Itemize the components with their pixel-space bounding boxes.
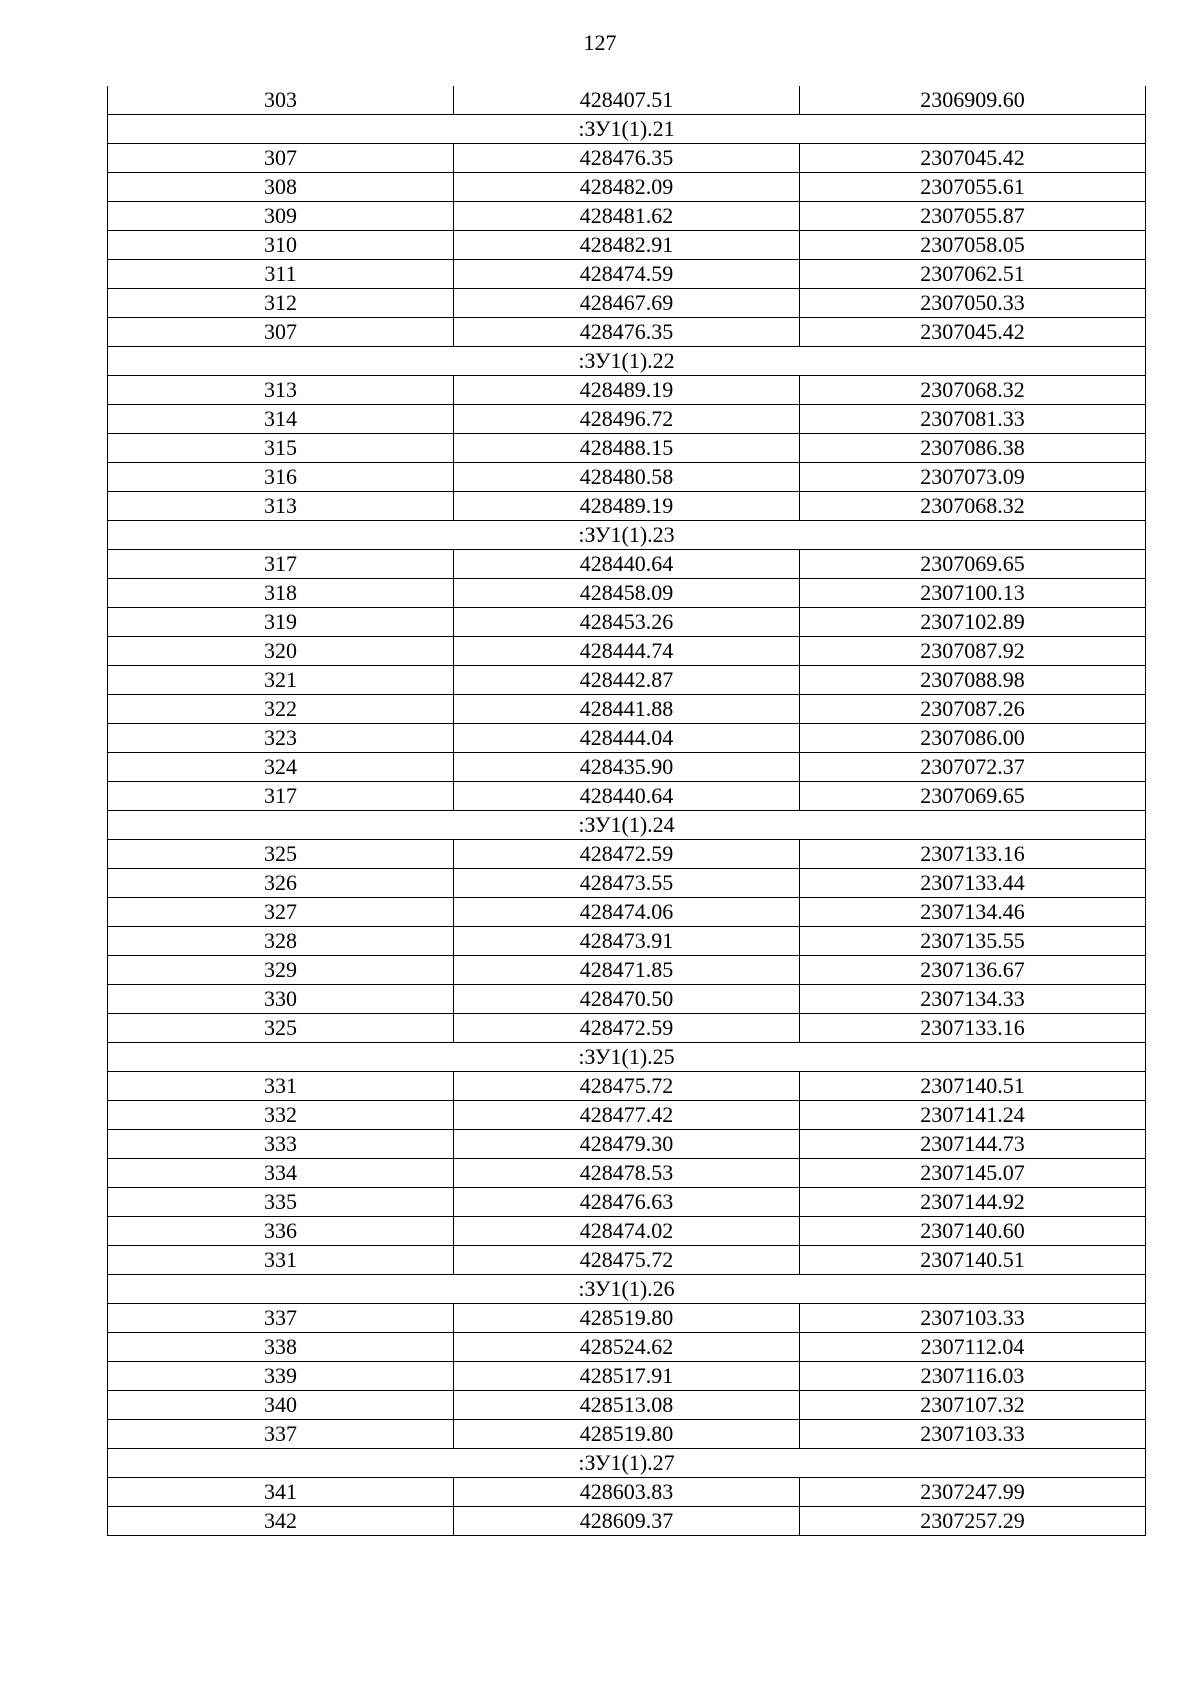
y-coordinate-cell: 2307073.09 (800, 463, 1146, 492)
x-coordinate-cell: 428496.72 (454, 405, 800, 434)
page-number: 127 (583, 30, 617, 55)
point-number-cell: 325 (108, 1014, 454, 1043)
x-coordinate-cell: 428467.69 (454, 289, 800, 318)
point-number-cell: 303 (108, 86, 454, 115)
y-coordinate-cell: 2307072.37 (800, 753, 1146, 782)
point-number-cell: 307 (108, 318, 454, 347)
point-number-cell: 316 (108, 463, 454, 492)
table-row (108, 666, 1146, 695)
group-header-row (108, 1043, 1146, 1072)
y-coordinate-cell: 2307140.51 (800, 1246, 1146, 1275)
table-row (108, 1304, 1146, 1333)
x-coordinate-cell: 428513.08 (454, 1391, 800, 1420)
point-number-cell: 332 (108, 1101, 454, 1130)
group-header-row (108, 811, 1146, 840)
point-number-cell: 335 (108, 1188, 454, 1217)
y-coordinate-cell: 2307045.42 (800, 144, 1146, 173)
point-number-cell: 331 (108, 1072, 454, 1101)
x-coordinate-cell: 428519.80 (454, 1420, 800, 1449)
point-number-cell: 328 (108, 927, 454, 956)
y-coordinate-cell: 2307133.44 (800, 869, 1146, 898)
y-coordinate-cell: 2307068.32 (800, 492, 1146, 521)
y-coordinate-cell: 2307086.00 (800, 724, 1146, 753)
y-coordinate-cell: 2307103.33 (800, 1420, 1146, 1449)
group-header-row (108, 347, 1146, 376)
y-coordinate-cell: 2307133.16 (800, 1014, 1146, 1043)
table-row (108, 840, 1146, 869)
x-coordinate-cell: 428482.91 (454, 231, 800, 260)
point-number-cell: 313 (108, 492, 454, 521)
x-coordinate-cell: 428444.04 (454, 724, 800, 753)
y-coordinate-cell: 2307145.07 (800, 1159, 1146, 1188)
point-number-cell: 324 (108, 753, 454, 782)
table-row (108, 405, 1146, 434)
table-row (108, 1101, 1146, 1130)
point-number-cell: 311 (108, 260, 454, 289)
table-row (108, 492, 1146, 521)
group-label-cell: :ЗУ1(1).23 (108, 521, 1146, 550)
y-coordinate-cell: 2307069.65 (800, 550, 1146, 579)
point-number-cell: 339 (108, 1362, 454, 1391)
point-number-cell: 322 (108, 695, 454, 724)
table-row (108, 1507, 1146, 1536)
y-coordinate-cell: 2307140.51 (800, 1072, 1146, 1101)
point-number-cell: 337 (108, 1420, 454, 1449)
x-coordinate-cell: 428470.50 (454, 985, 800, 1014)
table-row (108, 86, 1146, 115)
y-coordinate-cell: 2307062.51 (800, 260, 1146, 289)
table-row (108, 1246, 1146, 1275)
table-row (108, 956, 1146, 985)
table-row (108, 550, 1146, 579)
point-number-cell: 326 (108, 869, 454, 898)
point-number-cell: 342 (108, 1507, 454, 1536)
x-coordinate-cell: 428458.09 (454, 579, 800, 608)
x-coordinate-cell: 428478.53 (454, 1159, 800, 1188)
y-coordinate-cell: 2307100.13 (800, 579, 1146, 608)
point-number-cell: 319 (108, 608, 454, 637)
table-row (108, 1478, 1146, 1507)
group-header-row (108, 521, 1146, 550)
y-coordinate-cell: 2307087.26 (800, 695, 1146, 724)
table-row (108, 202, 1146, 231)
table-row (108, 1130, 1146, 1159)
table-row (108, 782, 1146, 811)
point-number-cell: 317 (108, 550, 454, 579)
table-row (108, 1391, 1146, 1420)
x-coordinate-cell: 428435.90 (454, 753, 800, 782)
x-coordinate-cell: 428488.15 (454, 434, 800, 463)
table-row (108, 869, 1146, 898)
x-coordinate-cell: 428476.63 (454, 1188, 800, 1217)
x-coordinate-cell: 428489.19 (454, 376, 800, 405)
x-coordinate-cell: 428476.35 (454, 318, 800, 347)
y-coordinate-cell: 2307055.61 (800, 173, 1146, 202)
y-coordinate-cell: 2307055.87 (800, 202, 1146, 231)
y-coordinate-cell: 2307068.32 (800, 376, 1146, 405)
y-coordinate-cell: 2307247.99 (800, 1478, 1146, 1507)
x-coordinate-cell: 428440.64 (454, 782, 800, 811)
x-coordinate-cell: 428442.87 (454, 666, 800, 695)
y-coordinate-cell: 2307103.33 (800, 1304, 1146, 1333)
table-row (108, 898, 1146, 927)
y-coordinate-cell: 2307133.16 (800, 840, 1146, 869)
y-coordinate-cell: 2307050.33 (800, 289, 1146, 318)
table-row (108, 695, 1146, 724)
x-coordinate-cell: 428407.51 (454, 86, 800, 115)
point-number-cell: 330 (108, 985, 454, 1014)
y-coordinate-cell: 2307140.60 (800, 1217, 1146, 1246)
x-coordinate-cell: 428476.35 (454, 144, 800, 173)
y-coordinate-cell: 2307141.24 (800, 1101, 1146, 1130)
x-coordinate-cell: 428444.74 (454, 637, 800, 666)
y-coordinate-cell: 2307144.73 (800, 1130, 1146, 1159)
table-row (108, 1420, 1146, 1449)
y-coordinate-cell: 2307045.42 (800, 318, 1146, 347)
y-coordinate-cell: 2307116.03 (800, 1362, 1146, 1391)
x-coordinate-cell: 428473.91 (454, 927, 800, 956)
point-number-cell: 337 (108, 1304, 454, 1333)
point-number-cell: 323 (108, 724, 454, 753)
x-coordinate-cell: 428480.58 (454, 463, 800, 492)
y-coordinate-cell: 2307086.38 (800, 434, 1146, 463)
y-coordinate-cell: 2307112.04 (800, 1333, 1146, 1362)
point-number-cell: 315 (108, 434, 454, 463)
point-number-cell: 314 (108, 405, 454, 434)
y-coordinate-cell: 2307107.32 (800, 1391, 1146, 1420)
x-coordinate-cell: 428472.59 (454, 1014, 800, 1043)
table-row (108, 1159, 1146, 1188)
x-coordinate-cell: 428471.85 (454, 956, 800, 985)
group-header-row (108, 1449, 1146, 1478)
point-number-cell: 310 (108, 231, 454, 260)
y-coordinate-cell: 2307102.89 (800, 608, 1146, 637)
x-coordinate-cell: 428479.30 (454, 1130, 800, 1159)
y-coordinate-cell: 2307058.05 (800, 231, 1146, 260)
table-row (108, 376, 1146, 405)
group-label-cell: :ЗУ1(1).25 (108, 1043, 1146, 1072)
y-coordinate-cell: 2307069.65 (800, 782, 1146, 811)
table-row (108, 173, 1146, 202)
y-coordinate-cell: 2307088.98 (800, 666, 1146, 695)
x-coordinate-cell: 428482.09 (454, 173, 800, 202)
table-row (108, 1362, 1146, 1391)
table-row (108, 1188, 1146, 1217)
x-coordinate-cell: 428603.83 (454, 1478, 800, 1507)
table-row (108, 231, 1146, 260)
group-label-cell: :ЗУ1(1).24 (108, 811, 1146, 840)
x-coordinate-cell: 428474.59 (454, 260, 800, 289)
point-number-cell: 333 (108, 1130, 454, 1159)
point-number-cell: 312 (108, 289, 454, 318)
x-coordinate-cell: 428517.91 (454, 1362, 800, 1391)
point-number-cell: 331 (108, 1246, 454, 1275)
x-coordinate-cell: 428489.19 (454, 492, 800, 521)
table-row (108, 1072, 1146, 1101)
point-number-cell: 327 (108, 898, 454, 927)
group-header-row (108, 115, 1146, 144)
group-label-cell: :ЗУ1(1).22 (108, 347, 1146, 376)
group-label-cell: :ЗУ1(1).27 (108, 1449, 1146, 1478)
y-coordinate-cell: 2307257.29 (800, 1507, 1146, 1536)
point-number-cell: 313 (108, 376, 454, 405)
table-row (108, 753, 1146, 782)
table-row (108, 144, 1146, 173)
point-number-cell: 318 (108, 579, 454, 608)
table-row (108, 579, 1146, 608)
table-row (108, 1333, 1146, 1362)
table-row (108, 1014, 1146, 1043)
point-number-cell: 317 (108, 782, 454, 811)
x-coordinate-cell: 428440.64 (454, 550, 800, 579)
table-row (108, 434, 1146, 463)
x-coordinate-cell: 428519.80 (454, 1304, 800, 1333)
y-coordinate-cell: 2307136.67 (800, 956, 1146, 985)
table-row (108, 289, 1146, 318)
x-coordinate-cell: 428524.62 (454, 1333, 800, 1362)
y-coordinate-cell: 2307087.92 (800, 637, 1146, 666)
table-row (108, 724, 1146, 753)
x-coordinate-cell: 428473.55 (454, 869, 800, 898)
group-label-cell: :ЗУ1(1).26 (108, 1275, 1146, 1304)
table-row (108, 1217, 1146, 1246)
x-coordinate-cell: 428474.06 (454, 898, 800, 927)
x-coordinate-cell: 428441.88 (454, 695, 800, 724)
x-coordinate-cell: 428609.37 (454, 1507, 800, 1536)
y-coordinate-cell: 2307144.92 (800, 1188, 1146, 1217)
y-coordinate-cell: 2307135.55 (800, 927, 1146, 956)
table-row (108, 927, 1146, 956)
point-number-cell: 340 (108, 1391, 454, 1420)
point-number-cell: 338 (108, 1333, 454, 1362)
x-coordinate-cell: 428475.72 (454, 1246, 800, 1275)
x-coordinate-cell: 428474.02 (454, 1217, 800, 1246)
y-coordinate-cell: 2306909.60 (800, 86, 1146, 115)
table-row (108, 463, 1146, 492)
x-coordinate-cell: 428472.59 (454, 840, 800, 869)
point-number-cell: 325 (108, 840, 454, 869)
coordinates-table (107, 86, 1146, 1536)
point-number-cell: 341 (108, 1478, 454, 1507)
x-coordinate-cell: 428475.72 (454, 1072, 800, 1101)
point-number-cell: 329 (108, 956, 454, 985)
table-row (108, 608, 1146, 637)
group-label-cell: :ЗУ1(1).21 (108, 115, 1146, 144)
y-coordinate-cell: 2307134.46 (800, 898, 1146, 927)
point-number-cell: 309 (108, 202, 454, 231)
point-number-cell: 307 (108, 144, 454, 173)
point-number-cell: 320 (108, 637, 454, 666)
y-coordinate-cell: 2307134.33 (800, 985, 1146, 1014)
table-row (108, 260, 1146, 289)
x-coordinate-cell: 428453.26 (454, 608, 800, 637)
x-coordinate-cell: 428481.62 (454, 202, 800, 231)
point-number-cell: 321 (108, 666, 454, 695)
x-coordinate-cell: 428477.42 (454, 1101, 800, 1130)
table-row (108, 637, 1146, 666)
table-row (108, 318, 1146, 347)
point-number-cell: 308 (108, 173, 454, 202)
point-number-cell: 336 (108, 1217, 454, 1246)
group-header-row (108, 1275, 1146, 1304)
coordinates-table-body (108, 86, 1146, 1536)
table-row (108, 985, 1146, 1014)
point-number-cell: 334 (108, 1159, 454, 1188)
y-coordinate-cell: 2307081.33 (800, 405, 1146, 434)
